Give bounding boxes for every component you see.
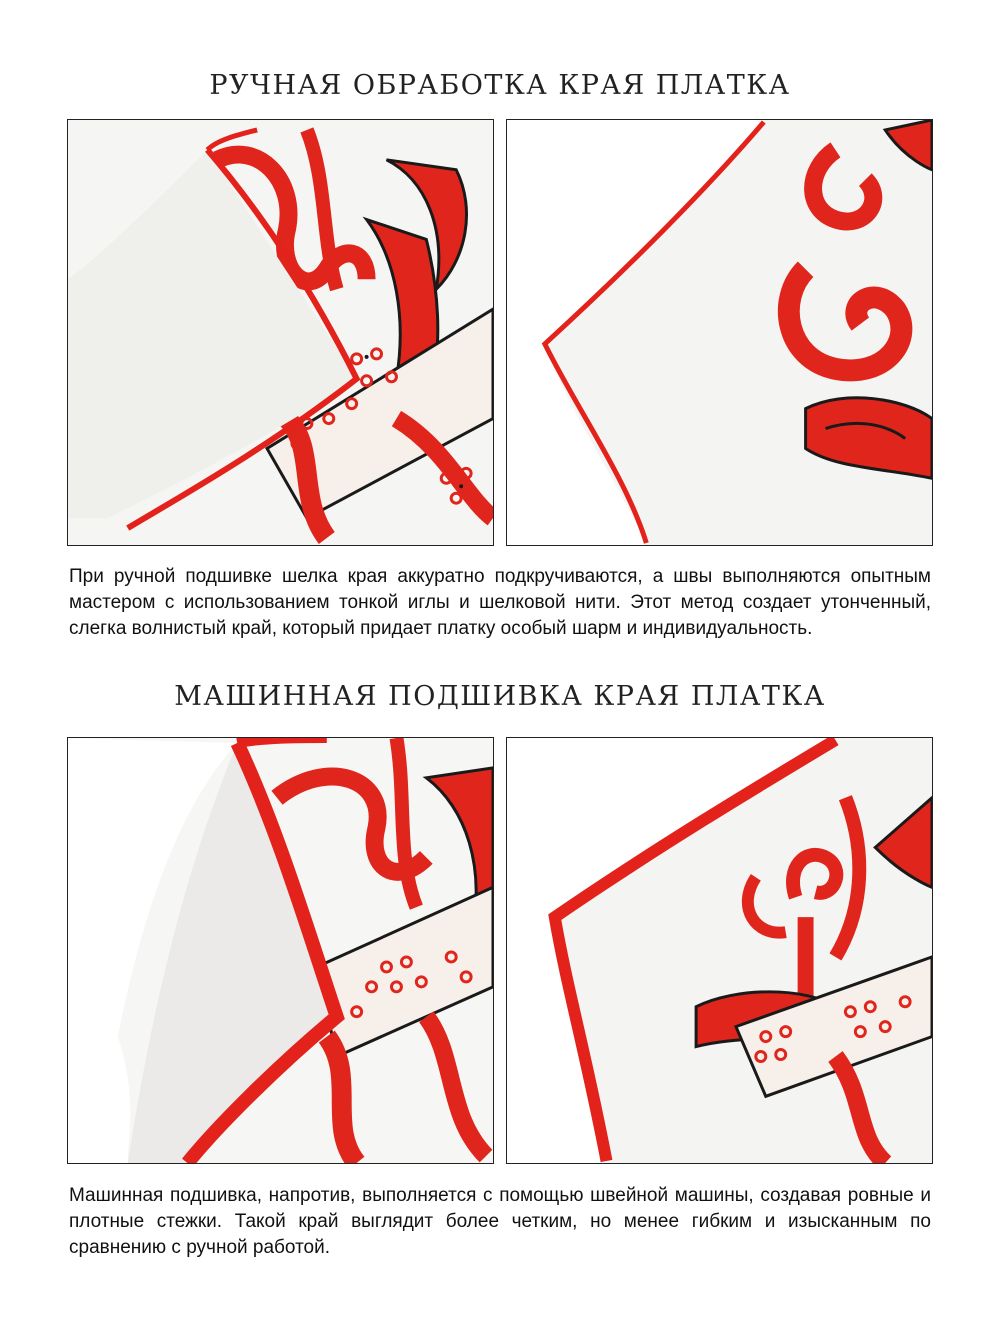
hand-rolled-description: При ручной подшивке шелка края аккуратно подкручиваются, а швы выполняются опытным мастером с использованием тонкой иглы и шелковой нити. Этот метод создает утонченный, слегка волнистый край, который придает платку особый шарм и индивидуальность. [69, 566, 931, 639]
photo-hand-rolled-edge-flat [506, 119, 933, 546]
section-heading-machine-hem: МАШИННАЯ ПОДШИВКА КРАЯ ПЛАТКА [174, 681, 826, 712]
machine-hem-description: Машинная подшивка, напротив, выполняется с помощью швейной машины, создавая ровные и плотные стежки. Такой край выглядит более четким, но менее гибким и изысканным по сравнению с ручной работой. [69, 1185, 931, 1258]
photo-hand-rolled-edge-folded [67, 119, 494, 546]
photo-machine-hem-folded [67, 737, 494, 1164]
photo-machine-hem-flat [506, 737, 933, 1164]
section-heading-hand-rolled: РУЧНАЯ ОБРАБОТКА КРАЯ ПЛАТКА [209, 70, 791, 101]
